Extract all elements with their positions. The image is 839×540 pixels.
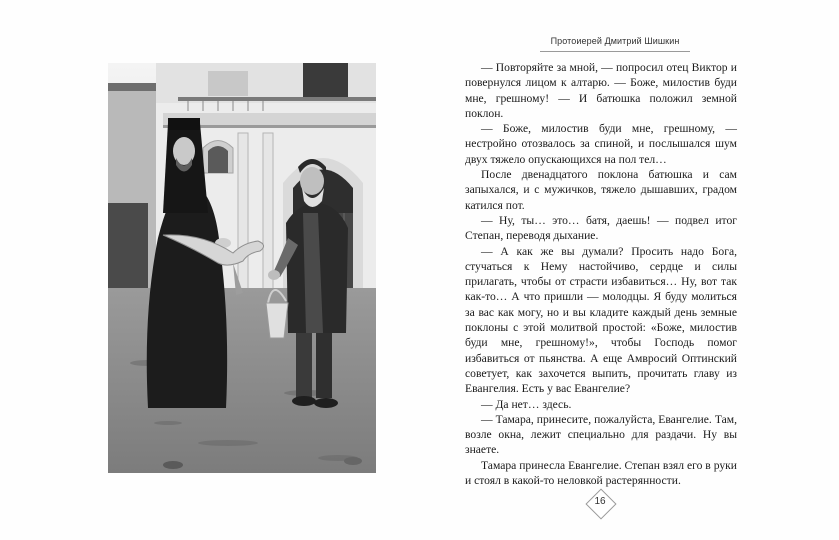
page-number-label: 16 (594, 496, 606, 507)
paragraph: — Тамара, принесите, пожалуйста, Евангелие. Там, возле окна, лежит специально для раздачи. Ну вы знаете. (465, 412, 737, 457)
body-text (465, 60, 737, 488)
photo-illustration (108, 63, 376, 473)
paragraph: Тамара принесла Евангелие. Степан взял его в руки и стоял в какой-то неловкой растерянности. (465, 458, 737, 488)
paragraph: — Ну, ты… это… батя, даешь! — подвел итог Степан, переводя дыхание. (465, 213, 737, 243)
paragraph: После двенадцатого поклона батюшка и сам запыхался, и с мужичков, тяжело дышавших, градом катился пот. (465, 168, 737, 212)
paragraph: — Повторяйте за мной, — попросил отец Виктор и повернулся лицом к алтарю. — Боже, милостив буди мне, грешному! — И батюшка положил земной поклон. (465, 61, 737, 120)
paragraph: — А как же вы думали? Просить надо Бога, стучаться к Нему настойчиво, сердце и силы прилагать, чтобы от страсти избавиться… Ну, вот так как-то… А что пришли — молодцы. Я буду молиться за вас как могу, но и вы кладите каждый день земные поклоны с этой молитвой простой: «Боже, милостив буди мне, грешному!», чтобы Господь помог избавиться от пьянства. А еще Амвросий Оптинский советует, как захочется выпить, прочитать главу из Евангелия. Есть у вас Евангелие? (465, 244, 737, 396)
running-head-rule (540, 51, 690, 52)
running-head: Протоиерей Дмитрий Шишкин (550, 36, 680, 46)
paragraph: — Да нет… здесь. (481, 397, 572, 411)
paragraph: — Боже, милостив буди мне, грешному, — нестройно отозвалось за спиной, и послышался шум двух тяжело опускающихся на пол тел… (465, 122, 737, 166)
photo-drawing (108, 63, 376, 473)
page-number (585, 488, 615, 518)
